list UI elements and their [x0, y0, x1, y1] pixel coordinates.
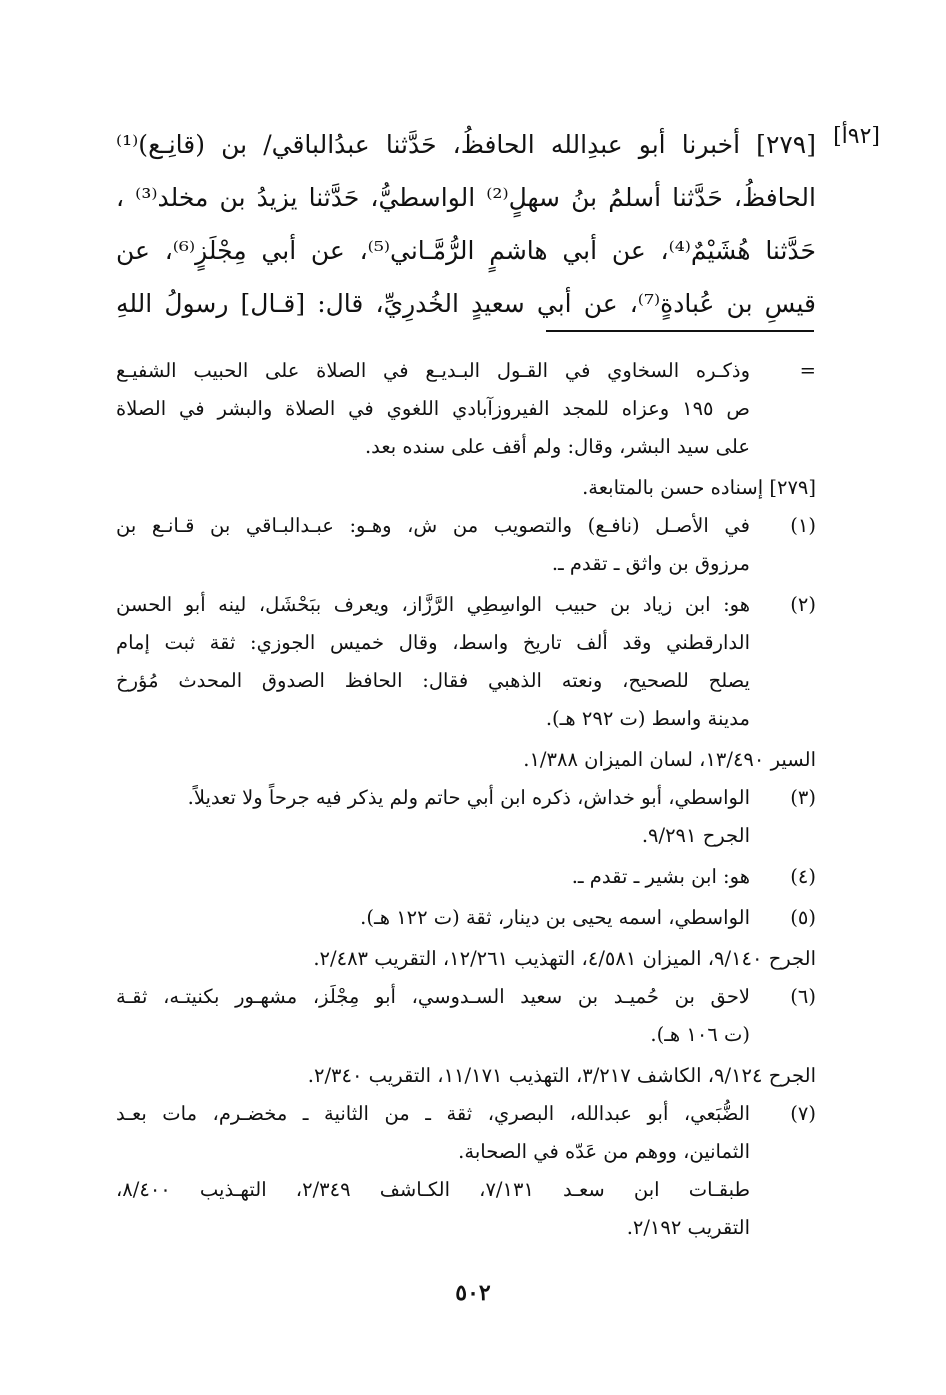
footnote-line: الجرح ٩/٢٩١. — [641, 824, 750, 847]
footnote — [116, 779, 816, 855]
footnotes-section — [116, 352, 816, 1250]
footnote-line: في الأصـل (نافـع) والتصويب من ش، وهـو: عبـدالبـاقي بن قـانـع بن — [116, 514, 750, 537]
footnote-number: (٧) — [790, 1102, 816, 1125]
footnote-line: (ت ١٠٦ هـ). — [650, 1023, 750, 1046]
main-text-line: الحافظُ، حَدَّثنا أسلمُ بنُ سهلٍ⁽²⁾ الواسطيُّ، حَدَّثنا يزيدُ بن مخلد⁽³⁾ ، — [116, 183, 816, 212]
footnote-number: (١) — [790, 514, 816, 537]
main-text-line: حَدَّثنا هُشَيْمٌ⁽⁴⁾، عن أبي هاشمٍ الرُّمَّـاني⁽⁵⁾، عن أبي مِجْلَزٍ⁽⁶⁾، عن — [116, 236, 816, 265]
footnote-line: مدينة واسط (ت ٢٩٢ هـ). — [545, 707, 750, 730]
footnote-number: (٣) — [790, 786, 816, 809]
footnote-line: الدارقطني وقد ألف تاريخ واسط، وقال خميس الجوزي: ثقة ثبت إمام — [116, 631, 750, 654]
footnote-line: على سيد البشر، وقال: ولم أقف على سنده بعد. — [364, 435, 750, 458]
footnote-line: الواسطي، أبو خداش، ذكره ابن أبي حاتم ولم يذكر فيه جرحاً ولا تعديلاً. — [187, 786, 750, 809]
continued-footnote — [116, 352, 816, 466]
footnote-number: (٢) — [790, 593, 816, 616]
continuation-mark: = — [799, 359, 816, 382]
footnote-line: هو: ابن بشير ـ تقدم ـ. — [571, 865, 750, 888]
footnote-line: الثمانين، ووهم من عَدّه في الصحابة. — [458, 1140, 750, 1163]
footnote-references — [116, 940, 816, 978]
footnote-line: هو: ابن زياد بن حبيب الواسِطِي الرَّزَّاز، ويعرف ببَحْشَل، لينه أبو الحسن — [116, 593, 750, 616]
footnote — [116, 899, 816, 937]
footnote — [116, 586, 816, 738]
footnote-number: (٤) — [790, 865, 816, 888]
reference-line: الجرح ٩/١٤٠، الميزان ٤/٥٨١، التهذيب ١٢/٢٦١، التقريب ٢/٤٨٣. — [313, 947, 816, 970]
footnote-references — [116, 1057, 816, 1095]
footnote-line: الواسطي، اسمه يحيى بن دينار، ثقة (ت ١٢٢ هـ). — [360, 906, 750, 929]
reference-line: طبقـات ابن سعـد ٧/١٣١، الكـاشف ٢/٣٤٩، التهـذيب ٨/٤٠٠، — [116, 1178, 751, 1201]
footnote — [116, 978, 816, 1054]
footnote-line: ص ١٩٥ وعزاه للمجد الفيروزآبادي اللغوي في الصلاة والبشر في الصلاة — [116, 397, 750, 420]
hadith-grading — [116, 469, 816, 507]
main-text-line: قيسِ بن عُبادةٍ⁽⁷⁾، عن أبي سعيدٍ الخُدرِيِّ، قال: [قـال] رسولُ اللهِ — [116, 289, 816, 318]
page-number: ٥٠٢ — [455, 1280, 491, 1306]
footnote-number: (٥) — [790, 906, 816, 929]
main-text-line: [٢٧٩] أخبرنا أبو عبدِالله الحافظُ، حَدَّثنا عبدُالباقي/ بن (قانِـع)⁽¹⁾ — [116, 130, 816, 159]
reference-line: السير ١٣/٤٩٠، لسان الميزان ١/٣٨٨. — [523, 748, 816, 771]
footnote-line: الضُّبَعي، أبو عبدالله، البصري، ثقة ـ من الثانية ـ مخضـرم، مات بعـد — [116, 1102, 750, 1125]
footnote-references — [116, 741, 816, 779]
footnote-line: وذكـره السخاوي في القـول البـديـع في الصلاة على الحبيب الشفيـع — [116, 359, 750, 382]
main-text — [116, 118, 816, 330]
reference-line: التقريب ٢/١٩٢. — [626, 1216, 750, 1239]
footnote-separator — [546, 330, 814, 332]
grading-line: [٢٧٩] إسناده حسن بالمتابعة. — [582, 476, 816, 499]
footnote-line: لاحق بن حُميـد بن سعيد السـدوسي، أبو مِجْلَز، مشهـور بكنيتـه، ثقـة — [116, 985, 750, 1008]
footnote — [116, 858, 816, 896]
footnote-number: (٦) — [790, 985, 816, 1008]
footnote — [116, 1095, 816, 1247]
footnote-line: مرزوق بن واثق ـ تقدم ـ. — [551, 552, 750, 575]
manuscript-folio-marker: [٩٢أ] — [833, 124, 880, 149]
reference-line: الجرح ٩/١٢٤، الكاشف ٣/٢١٧، التهذيب ١١/١٧١، التقريب ٢/٣٤٠. — [307, 1064, 816, 1087]
footnote-line: يصلح للصحيح، ونعته الذهبي فقال: الحافظ الصدوق المحدث مُؤرخ — [116, 669, 750, 692]
footnote — [116, 507, 816, 583]
